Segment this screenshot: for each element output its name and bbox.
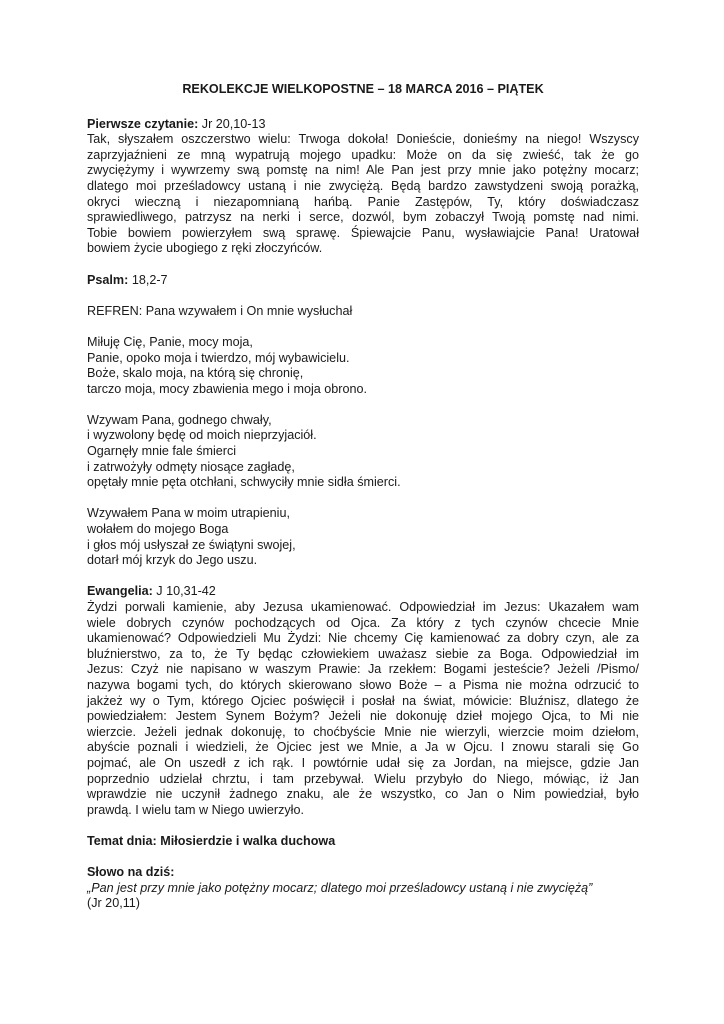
psalm-ref: 18,2-7: [131, 272, 168, 287]
first-reading-line: zwyciężymy i wywrzemy swą pomstę na nim! Ale Pan jest przy mnie jako potężny mocarz;: [87, 163, 639, 178]
gospel-line: poprzednio udzielał chrztu, i tam przebywał. Wielu przybyło do Niego, mówiąc, iż Jan: [87, 771, 639, 786]
gospel-line: jakżeż wy o Tym, którego Ojciec poświęcił i posłał na świat, mówicie: Bluźnisz, dlatego że: [87, 693, 639, 708]
psalm-verse: Boże, skalo moja, na którą się chronię,: [87, 366, 304, 381]
first-reading-line: sprawiedliwego, patrzysz na nerki i serce, dozwól, bym zobaczył Twoją pomstę nad nimi.: [87, 210, 639, 225]
psalm-stanza: [87, 335, 639, 397]
gospel-text: [87, 600, 639, 818]
gospel-line: wiele dobrych czynów pochodzących od Ojca. Za który z tych czynów chcecie Mnie: [87, 615, 639, 630]
psalm-stanza: [87, 506, 639, 568]
first-reading-line: Tobie bowiem powierzyłem swą sprawę. Śpiewajcie Panu, wysławiajcie Pana! Uratował: [87, 225, 639, 240]
psalm-stanza: [87, 413, 639, 491]
psalm-verse: i głos mój usłyszał ze świątyni swojej,: [87, 537, 296, 552]
psalm-verse: Wzywam Pana, godnego chwały,: [87, 412, 272, 427]
gospel-line: prawdą. I wielu tam w Niego uwierzyło.: [87, 802, 304, 817]
gospel-label: Ewangelia:: [87, 584, 153, 599]
gospel-heading: [87, 584, 639, 600]
gospel-line: Żydzi porwali kamienie, aby Jezusa ukamienować. Odpowiedział im Jezus: Ukazałem wam: [87, 600, 639, 614]
first-reading-line: dlatego moi prześladowcy ustaną i nie zwyciężą. Będą bardzo zawstydzeni swoją porażką,: [87, 178, 639, 193]
gospel-ref: J 10,31-42: [156, 584, 216, 599]
first-reading-label: Pierwsze czytanie:: [87, 116, 199, 131]
gospel-line: pojmać, ale On uszedł z ich rąk. I powtórnie udał się za Jordan, na miejsce, gdzie Jan: [87, 755, 639, 770]
psalm-verse: i zatrwożyły odmęty niosące zagładę,: [87, 459, 295, 474]
gospel-line: nazywa bogami tych, do których skierowano słowo Boże – a Pisma nie można odrzucić to: [87, 677, 639, 692]
psalm-verse: wołałem do mojego Boga: [87, 522, 229, 537]
psalm-verse: Panie, opoko moja i twierdzo, mój wybawicielu.: [87, 350, 350, 365]
gospel-line: powiedziałem: Jestem Synem Bożym? Jeżeli nie dokonuję dzieł mojego Ojca, to Mi nie: [87, 709, 639, 724]
first-reading-text: [87, 132, 639, 257]
psalm-verse: Wzywałem Pana w moim utrapieniu,: [87, 506, 290, 521]
psalm-verse: i wyzwolony będę od moich nieprzyjaciół.: [87, 428, 317, 443]
document-title: REKOLEKCJE WIELKOPOSTNE – 18 MARCA 2016 – PIĄTEK: [182, 82, 544, 96]
psalm-refrain: REFREN: Pana wzywałem i On mnie wysłuchał: [87, 303, 353, 318]
word-today-label: Słowo na dziś:: [87, 865, 175, 880]
first-reading-line: Tak, słyszałem oszczerstwo wielu: Trwoga dokoła! Donieście, donieśmy na niego! Wszyscy: [87, 132, 639, 147]
psalm-heading: [87, 273, 639, 289]
gospel-line: bluźnierstwo, za to, że Ty będąc człowiekiem uważasz siebie za Boga. Odpowiedział im: [87, 646, 639, 661]
word-today-ref: (Jr 20,11): [87, 896, 140, 911]
first-reading-heading: [87, 117, 639, 133]
gospel-line: wierzcie. Jeżeli jednak dokonuję, to choćbyście Mnie nie wierzyli, wierzcie moim dziełom,: [87, 724, 639, 739]
psalm-label: Psalm:: [87, 272, 129, 287]
psalm-verse: opętały mnie pęta otchłani, schwyciły mnie sidła śmierci.: [87, 475, 401, 490]
first-reading-line: zaprzyjaźnieni ze mną wypatrują mojego upadku: Może on da się zwieść, tak że go: [87, 147, 639, 162]
gospel-line: abyście poznali i wiedzieli, że Ojciec jest we Mnie, a Ja w Ojcu. I znowu starali się Go: [87, 740, 639, 755]
first-reading-line: okryci wieczną i niezapomnianą hańbą. Panie Zastępów, Ty, który doświadczasz: [87, 194, 639, 209]
psalm-verse: dotarł mój krzyk do Jego uszu.: [87, 553, 258, 568]
gospel-line: wprawdzie nie uczynił żadnego znaku, ale że wszystko, co Jan o Nim powiedział, było: [87, 787, 639, 802]
first-reading-ref: Jr 20,10-13: [201, 116, 266, 131]
gospel-line: Jezus: Czyż nie napisano w waszym Prawie: Ja rzekłem: Bogami jesteście? Jeżeli /Pismo/: [87, 662, 639, 677]
gospel-line: ukamienować? Odpowiedzieli Mu Żydzi: Nie chcemy Cię kamienować za dobry czyn, ale za: [87, 631, 639, 646]
theme-of-day: Temat dnia: Miłosierdzie i walka duchowa: [87, 833, 336, 848]
psalm-verse: tarczo moja, mocy zbawienia mego i moja obrono.: [87, 381, 367, 396]
document-page: [87, 82, 639, 912]
psalm-verse: Miłuję Cię, Panie, mocy moja,: [87, 334, 253, 349]
psalm-verse: Ogarnęły mnie fale śmierci: [87, 444, 237, 459]
word-today-quote: „Pan jest przy mnie jako potężny mocarz; dlatego moi prześladowcy ustaną i nie zwyciężą”: [87, 880, 593, 895]
first-reading-line: bowiem życie ubogiego z ręki złoczyńców.: [87, 241, 323, 256]
